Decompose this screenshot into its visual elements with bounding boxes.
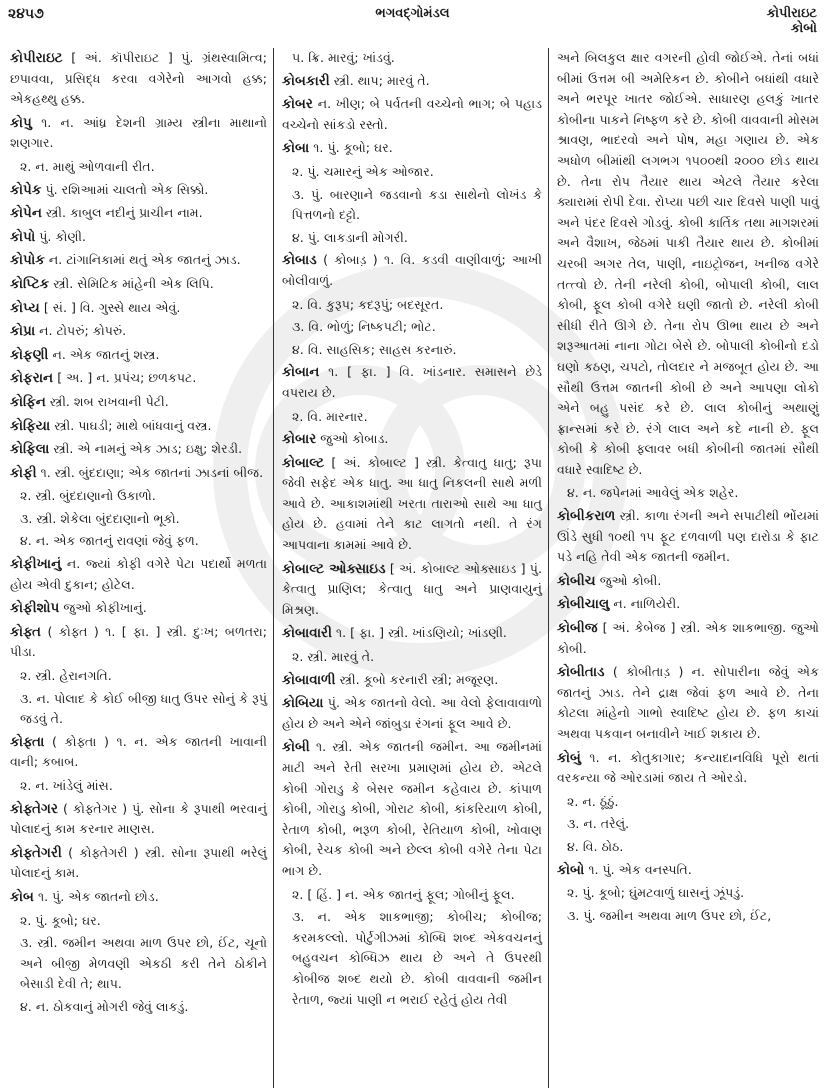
dictionary-entry: [557, 594, 819, 615]
dictionary-entry: [282, 693, 542, 734]
entry-headword: કોપ્ટિક: [10, 275, 50, 292]
entry-sense: ૨. પું. કૂબો; ઘુંમટવાળું ઘાસનું ઝૂંપડું.: [567, 885, 745, 901]
entry-definition: ( કોબીતાડ઼ ) ન. સોપારીના જેવું એક જાતનું ઝાડ. તેને દ્રાક્ષ જેવાં ફળ આવે છે. તેના કોટલા માંહેનો ગાભો સ્વાદિષ્ટ હોય છે. ફળ કાચાં અથવા પકવાન બનાવીને ખાઈ શકાય છે.: [557, 664, 819, 741]
dictionary-entry: [10, 732, 267, 773]
entry-headword: કોપુ: [10, 114, 32, 131]
entry-definition: ૧. સ્ત્રી. એક જાતની જમીન. આ જમીનમાં માટી અને રેતી સરખા પ્રમાણમાં હોય છે. એટલે કોબી ગોરાડુ કે બેસર જમીન કહેવાય છે. કાંપાળ કોબી, ગોરાડુ કોબી, ગોરાટ કોબી, કાંકરિયાળ કોબી, રેતાળ કોબી, ભરૂળ કોબી, રેતિયાળ કોબી, ખોવાણ કોબી, રેચક કોબી અને છેલ્લ કોબી વગેરે તેના પેટા ભાગ છે.: [282, 739, 542, 878]
dictionary-entry: [10, 439, 267, 460]
dictionary-entry: [282, 138, 542, 159]
entry-definition: ૧. ન. કોતુકાગાર; કન્યાદાનવિધિ પૂરો થતાં વરકન્યા જે ઓરડામાં જાય તે ઓરડો.: [557, 749, 819, 786]
entry-sense: ૪. વિ. સાહસિક; સાહસ કરનારું.: [292, 341, 457, 357]
entry-definition: ન. ખીણ; બે પર્વતની વચ્ચેનો ભાગ; બે પહાડ વચ્ચેનો સાંકડો રસ્તો.: [282, 96, 542, 132]
dictionary-entry: [10, 321, 267, 342]
entry-definition: ( કોબાડ઼ ) ૧. વિ. કડવી વાણીવાળું; આખી બોલીવાળું.: [282, 252, 542, 288]
entry-definition: સ્ત્રી. શબ રાખવાની પેટી.: [49, 393, 169, 409]
entry-sense: ૨. પું. ચમારનું એક ઓજાર.: [292, 163, 434, 179]
entry-definition: ૧. ન. આંધ્ર દેશની ગ્રામ્ય સ્ત્રીના માથાનો શણગાર.: [10, 114, 267, 151]
entry-sense: ૨. સ્ત્રી. બુંદદાણાનો ઉકાળો.: [20, 488, 156, 504]
dictionary-entry: [10, 113, 267, 154]
entry-headword: કોફિન: [10, 393, 46, 410]
dictionary-entry: [282, 429, 542, 450]
dictionary-entry: [282, 362, 542, 403]
entry-headword: કોફ્તેગરી: [10, 844, 62, 861]
dictionary-entry: [282, 71, 542, 92]
column-1: [0, 48, 274, 1088]
entry-definition: જુઓ કોફીખાનું.: [63, 600, 147, 616]
entry-headword: કોફ્ત: [10, 623, 42, 640]
dictionary-entry: [282, 94, 542, 135]
entry-sense: ૨. વિ. મારનાર.: [292, 408, 368, 424]
entry-definition: ૧. પું. કૂબો; ઘર.: [313, 140, 393, 156]
entry-headword: કોબાવારી: [282, 625, 332, 642]
entry-sense: ૨. [ હિં. ] ન. એક જાતનું ફૂલ; ગોબીનું ફૂલ.: [292, 886, 515, 902]
entry-headword: કોફ્તેગર: [10, 800, 58, 817]
entry-headword: કોબકારી: [282, 72, 330, 89]
guide-word-last: કોબો: [790, 21, 817, 36]
dictionary-entry: [557, 860, 819, 881]
entry-definition: ( કોફ્તેગરી ) સ્ત્રી. સોના રૂપાથી ભરેલું પોલાદનું કામ.: [10, 844, 267, 881]
entry-sense: ૨. ન. ઠૂંઠું.: [567, 793, 619, 809]
entry-sense: ૨. ન. ખાંડેલું માંસ.: [20, 778, 113, 793]
entry-definition: સ્ત્રી. પાઘડી; માથે બાંધવાનું વસ્ત્ર.: [54, 417, 212, 433]
entry-headword: કોફી: [10, 464, 37, 481]
entry-headword: કોબીકરાળ: [557, 508, 616, 525]
entry-definition: [ અં. કોબાલ્ટ ઓક્સાઇડ ] પું. કેત્વાતુ પ્રાણિલ; કેત્વાતુ ધાતુ અને પ્રાણવાયુનું મિશ્રણ.: [282, 560, 542, 617]
entry-definition: જુઓ કોબાડ.: [320, 431, 389, 447]
dictionary-entry: [10, 598, 267, 619]
entry-headword: કોફણી: [10, 346, 49, 363]
dictionary-entry: [10, 799, 267, 840]
entry-sense: ૨. ન. માથું ઓળવાની રીત.: [20, 158, 155, 174]
entry-definition: ન. ટોપરું; કોપરું.: [39, 323, 127, 339]
dictionary-entry: [10, 416, 267, 437]
entry-headword: કોપ્ય: [10, 299, 40, 316]
dictionary-entry: [10, 554, 267, 595]
entry-headword: કોફ્તા: [10, 733, 45, 750]
column-2: [274, 48, 549, 1088]
dictionary-entry: [557, 571, 819, 592]
dictionary-entry: [282, 737, 542, 881]
entry-headword: કોફિલા: [10, 441, 50, 458]
dictionary-entry: [10, 298, 267, 319]
entry-headword: કોબર: [282, 96, 313, 113]
entry-definition: સ્ત્રી. કાબુલ નદીનું પ્રાચીન નામ.: [45, 205, 203, 221]
entry-definition: ન. એક જાતનું શસ્ત્ર.: [52, 346, 160, 362]
entry-definition: [ અં. કેબેજ ] સ્ત્રી. એક શાકભાજી. જુઓ કોબી.: [557, 620, 819, 656]
entry-sense: ૨. પું. કૂબો; ઘર.: [20, 912, 101, 928]
dictionary-entry: [557, 506, 819, 568]
dictionary-entry: [10, 227, 267, 248]
dictionary-entry: [10, 274, 267, 295]
dictionary-entry: [557, 618, 819, 659]
entry-definition: ન. ટાંગાનિકામાં થતું એક જાતનું ઝાડ.: [48, 252, 241, 268]
entry-sense: ૩. વિ. ભોળું; નિષ્કપટી; ભોટ.: [292, 319, 436, 335]
entry-definition: ( કોફ્ત ) ૧. [ ફા. ] સ્ત્રી. દુઃખ; બળતરા; પીડા.: [10, 623, 267, 660]
entry-headword: કોબા: [282, 140, 310, 157]
entry-headword: કોપેન: [10, 205, 42, 222]
entry-headword: કોફિયા: [10, 417, 51, 434]
entry-headword: કોબાલ્ટ ઓક્સાઇડ: [282, 560, 386, 577]
entry-sense: ૪. ન. ઠોકવાનું મોગરી જેવું લાકડું.: [20, 998, 189, 1014]
entry-headword: કોબાવાળી: [282, 671, 336, 688]
dictionary-entry: [10, 463, 267, 484]
entry-definition: સ્ત્રી. કાળા રંગની અને સપાટીથી ભોંયમાં ઊંડે સુધી ૧૦થી ૧૫ ફૂટ દળવાળી પણ દારોડા કે ફાટ પડે નહિ તેવી એક જાતની જમીન.: [557, 508, 819, 565]
entry-headword: કોપેક: [10, 181, 42, 198]
dictionary-entry: [10, 48, 267, 110]
dictionary-entry: [10, 368, 267, 389]
entry-headword: કોપોક: [10, 252, 45, 269]
dictionary-entry: [10, 622, 267, 663]
entry-headword: કોબાલ્ટ: [282, 454, 325, 471]
entry-headword: કોબાન: [282, 364, 320, 381]
entry-sense: ૩. પું. જમીન અથવા માળ ઉપર છો, ઈંટ,: [567, 907, 772, 923]
entry-definition: જુઓ કોબી.: [599, 572, 662, 588]
entry-definition: ન. જ્યાં કોફી વગેરે પેટા પદાર્થો મળતા હોય એવી દુકાન; હોટેલ.: [10, 556, 267, 592]
column-3: [549, 48, 825, 1088]
entry-definition: ( કોફ્તેગર ) પું. સોના કે રૂપાથી ભરવાનું પોલાદનું કામ કરનાર માણસ.: [10, 800, 267, 837]
entry-definition: પું. કોણી.: [39, 228, 87, 244]
entry-headword: કોબ: [10, 888, 34, 905]
page-title: ભગવદ્ગોમંડલ: [375, 6, 450, 21]
entry-headword: કોબું: [557, 749, 581, 766]
dictionary-entry: [10, 345, 267, 366]
dictionary-entry: [282, 559, 542, 621]
entry-headword: કોબાડ: [282, 252, 317, 269]
dictionary-entry: [282, 670, 542, 691]
entry-definition: સ્ત્રી. કૂબો કરનારી સ્ત્રી; મજૂરણ.: [339, 671, 499, 687]
page-number: ૨૪૫૭: [8, 6, 44, 22]
entry-sense: ૨. સ્ત્રી. મારવું તે.: [292, 649, 375, 665]
entry-definition: ૧. [ ફા. ] સ્ત્રી. ખાંડણિયો; ખાંડણી.: [335, 625, 507, 641]
entry-sense: ૪. ન. એક જાતનું રાવણાં જેવું ફળ.: [20, 533, 199, 549]
dictionary-entry: [10, 180, 267, 201]
entry-sense: ૩. પું. બારણાને જડવાનો કડા સાથેનો લોખંડ કે પિત્તળનો દટ્ટો.: [292, 186, 542, 223]
entry-headword: કોબીજ: [557, 620, 598, 637]
entry-sense: ૩. સ્ત્રી. જમીન અથવા માળ ઉપર છો, ઈંટ, ચૂનો અને બીજી મેળવણી એકઠી કરી તેને ઠોકીને બેસાડી દેવી તે; થાપ.: [20, 935, 267, 992]
dictionary-entry: [557, 748, 819, 789]
dictionary-entry: [10, 843, 267, 884]
entry-sense: ૩. ન. પોલાદ કે કોઈ બીજી ધાતુ ઉપર સોનું કે રૂપું જડવું તે.: [20, 690, 267, 727]
dictionary-entry: [282, 623, 542, 644]
entry-definition: સ્ત્રી. એ નામનું એક ઝાડ; ઇક્ષુ; શેરડી.: [53, 441, 243, 457]
entry-headword: કોફીખાનું: [10, 556, 62, 573]
entry-headword: કોબિયા: [282, 695, 324, 712]
entry-headword: કોબીતાડ: [557, 664, 605, 681]
entry-definition: પું. રશિઆમાં ચાલતો એક સિક્કો.: [45, 181, 209, 197]
entry-definition: ૧. પું. એક વનસ્પતિ.: [588, 861, 692, 877]
entry-headword: કોબાર: [282, 431, 317, 448]
entry-continuation: અને બિલકુલ ક્ષાર વગરની હોવી જોઈએ. તેનાં બધાં બીમાં ઉત્તમ બી અમેરિકન છે. કોબીને બધાંથી વધારે અને ભરપૂર ખાતર જોઈએ. સાધારણ હલકું ખાતર કોબીના પાકને નિષ્ફળ કરે છે. કોબી વાવવાની મોસમ શ્રાવણ, ભાદરવો અને પોષ, મહા ગણાય છે. એક અધોળ બીમાંથી લગભગ ૧૫૦૦થી ૨૦૦૦ છોડ થાય છે. તેના રોપ તૈયાર થાય એટલે તૈયાર કરેલા ક્યારામાં રોપી દેવા. રોપ્યા પછી ચાર દિવસે પાણી પાવું અને પંદર દિવસે ગોડવું. કોબી કાર્તિક તથા માગશરમાં અને વૈશાખ, જેઠમાં પાકી તૈયાર થાય છે. કોબીમાં ચરબી અગર તેલ, પાણી, નાઇટ્રોજન, ખનીજ વગેરે તત્ત્વો છે. તેની નરેલી કોબી, બોપાલી કોબી, લાલ કોબી, ફૂલ કોબી વગેરે ઘણી જાતો છે. નરેલી કોબી સીધી રીતે ઊગે છે. તેના રોપ ઊભા થાય છે અને શરૂઆતમાં નાના ગોટા બેસે છે. બોપાલી કોબીનો દડો ઘણો કઠણ, ચપટો, તોલદાર ને મજબૂત હોય છે. આ સૌથી ઉત્તમ જાતની કોબી છે અને આપણા લોકો એને બહુ પસંદ કરે છે. લાલ કોબીનું અથાણું ફ્રાન્સમાં કરે છે. રંગે લાલ અને કદે નાની છે. ફૂલ કોબી કે કોબી ફ્લાવર બધી કોબીની જાતમાં સૌથી વધારે સ્વાદિષ્ટ છે.: [557, 50, 819, 477]
guide-words: [767, 6, 817, 36]
entry-sense: ૪. ન. જપેનમાં આવેલું એક શહેર.: [567, 485, 739, 501]
entry-headword: કોબો: [557, 861, 585, 878]
entry-sense: ૨. વિ. કુરૂપ; કદરૂપું; બદસૂરત.: [292, 296, 444, 312]
entry-headword: કોફરાન: [10, 370, 54, 387]
page-header: [0, 0, 825, 42]
entry-sense: ૨. સ્ત્રી. હેરાનગતિ.: [20, 668, 112, 684]
entry-headword: કોપ્રા: [10, 323, 36, 340]
entry-sense: ૩. ન. તરેલું.: [567, 816, 630, 832]
dictionary-columns: [0, 48, 825, 1088]
entry-definition: સ્ત્રી. સેમિટિક માંહેની એક લિપિ.: [53, 275, 214, 291]
entry-headword: કોપીરાઇટ: [10, 50, 63, 66]
entry-definition: [ સં. ] વિ. ગુસ્સે થાય એવું.: [43, 299, 181, 315]
entry-sense: ૪. પું. લાકડાની મોગરી.: [292, 229, 408, 245]
entry-headword: કોબીચ: [557, 572, 596, 589]
entry-definition: [ અં. કોબાલ્ટ ] સ્ત્રી. કેત્વાતુ ધાતુ; રૂપા જેવી સફેદ એક ધાતુ. આ ધાતુ નિકલની સાથે મળી આવે છે. આકાશમાંથી ખરતા તારાઓ સાથે આ ધાતુ હોય છે. હવામાં તેને કાટ લાગતો નથી. તે રંગ આપવાના કામમાં આવે છે.: [282, 454, 542, 553]
entry-definition: [ અ. ] ન. પ્રપંચ; છળકપટ.: [57, 370, 197, 386]
entry-headword: કોબી: [282, 739, 310, 756]
entry-sense: ૩. સ્ત્રી. શેકેલા બુંદદાણાનો ભૂકો.: [20, 510, 180, 526]
entry-definition: ( કોફ્તા ) ૧. ન. એક જાતની ખાવાની વાની; કબાબ.: [10, 733, 267, 770]
entry-definition: પું. એક જાતનો વેલો. આ વેલો ફેલાવાવાળો હોય છે અને એને જાંબુડા રંગનાં ફૂલ આવે છે.: [282, 695, 542, 731]
dictionary-entry: [10, 250, 267, 271]
entry-sense: ૫. ક્રિ. મારવું; ખાંડવું.: [292, 50, 395, 65]
entry-definition: ન. નાળિયેરી.: [613, 596, 681, 612]
entry-headword: કોબીચાલુ: [557, 596, 610, 613]
entry-definition: ૧. સ્ત્રી. બુંદદાણા; એક જાતનાં ઝાડનાં બીજ.: [40, 464, 264, 480]
dictionary-entry: [10, 392, 267, 413]
dictionary-entry: [282, 250, 542, 291]
entry-definition: ૧. [ ફા. ] વિ. ખાંડનાર. સમાસને છેડે વપરાય છે.: [282, 364, 542, 400]
entry-headword: કોપો: [10, 228, 36, 245]
dictionary-entry: [557, 662, 819, 744]
dictionary-entry: [10, 887, 267, 908]
dictionary-entry: [282, 453, 542, 556]
guide-word-first: કોપીરાઇટ: [766, 6, 817, 21]
entry-definition: સ્ત્રી. થાપ; મારવું તે.: [333, 72, 430, 88]
dictionary-entry: [10, 203, 267, 224]
entry-headword: કોફીશોપ: [10, 600, 60, 617]
entry-sense: ૩. ન. એક શાકભાજી; કોબીચ; કોબીજ; કરમકલ્લો. પોર્ટુગીઝમાં કોબ્ધિ શબ્દ એકવચનનું બહુવચન કોબ્ધિઝ થાય છે અને તે ઉપરથી કોબીજ શબ્દ થયો છે. કોબી વાવવાની જમીન રેતાળ, જ્યાં પાણી ન ભરાઈ રહેતું હોય તેવી: [292, 909, 542, 1007]
entry-definition: ૧. પું. એક જાતનો છોડ.: [37, 888, 159, 904]
entry-definition: [ અં. કૉપીરાઇટ ] પું. ગ્રંથસ્વામિત્વ; છપાવવા, પ્રસિદ્ધ કરવા વગેરેનો આગવો હક્ક; એકહથ્થુ હક્ક.: [10, 50, 267, 107]
entry-sense: ૪. વિ. ઠોઠ.: [567, 838, 624, 854]
